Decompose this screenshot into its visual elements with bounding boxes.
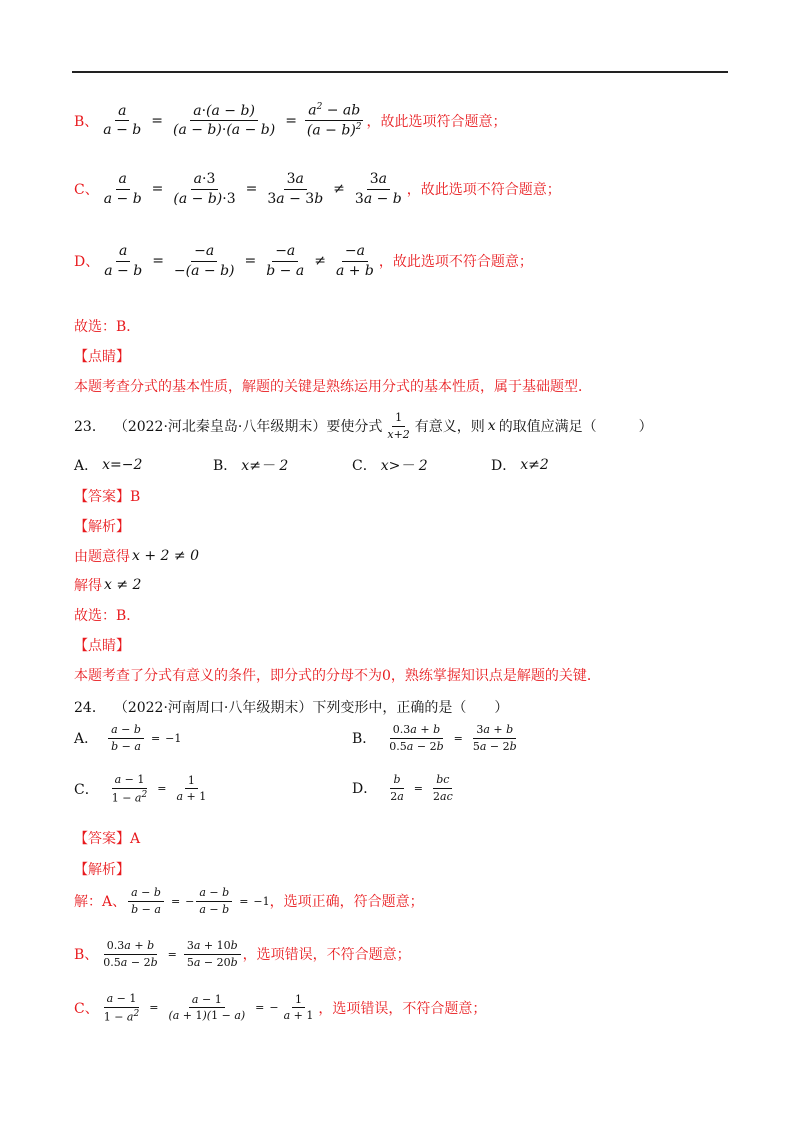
q24-option-a[interactable]: A． $\frac{a - b}{b - a}$ = −1 (74, 723, 182, 753)
q23-step-1: 由题意得 x + 2 ≠ 0 (74, 548, 199, 565)
solution-d (74, 244, 533, 278)
option-c-label: C、 (74, 182, 99, 199)
q23-conclusion: 故选：B． (74, 608, 141, 624)
option-c-tail: ，故此选项不符合题意； (406, 182, 561, 199)
q23-option-d[interactable]: D． x≠2 (491, 457, 549, 474)
option-b-label: B、 (74, 113, 99, 130)
q24-option-c[interactable]: C． $\frac{a - 1}{1 - a^2}$ = $\frac{1}{a + 1}$ (74, 773, 207, 805)
question-variable: x (487, 418, 496, 435)
question-source: （2022·河南周口·八年级期末）下列变形中，正确的是（ ） (113, 700, 509, 716)
q23-analysis-heading: 【解析】 (74, 519, 130, 535)
formula-d: $\frac{a}{a - b}$ = $\frac{-a}{-(a - b)}$ = $\frac{-a}{b - a}$ ≠ $\frac{-a}{a + b}$ (104, 243, 374, 279)
comment-body-1: 本题考查分式的基本性质，解题的关键是熟练运用分式的基本性质，属于基础题型． (74, 379, 592, 395)
header-rule (72, 71, 728, 73)
q24-analysis-heading: 【解析】 (74, 862, 130, 878)
q23-option-c[interactable]: C． x>－ 2 (352, 458, 428, 474)
option-b-tail: ，故此选项符合题意； (366, 113, 507, 130)
q23-option-b[interactable]: B． x≠－ 2 (213, 458, 289, 474)
q24-answer: 【答案】A (74, 831, 141, 847)
q24-solution-a: 解：A、 $\frac{a - b}{b - a}$ = − $\frac{a - b}{a - b}$ = −1 ，选项正确，符合题意； (74, 886, 424, 916)
question-23-stem (74, 412, 653, 440)
question-source: （2022·河北秦皇岛·八年级期末）要使分式 (113, 419, 383, 436)
question-number: 24． (74, 700, 106, 716)
q24-option-b[interactable]: B． $\frac{0.3a + b}{0.5a - 2b}$ = $\frac{3a + b}{5a - 2b}$ (352, 723, 517, 753)
question-number: 23． (74, 419, 106, 436)
formula-c: $\frac{a}{a - b}$ = $\frac{a\cdot 3}{(a - b)\cdot 3}$ = $\frac{3a}{3a - 3b}$ ≠ $\frac{3a}{3a - b}$ (103, 171, 402, 207)
solution-c (74, 172, 561, 206)
q23-step-2: 解得 x ≠ 2 (74, 577, 142, 594)
comment-heading-1: 【点睛】 (74, 349, 130, 365)
q23-comment-body: 本题考查了分式有意义的条件，即分式的分母不为0，熟练掌握知识点是解题的关键． (74, 668, 601, 684)
question-stem-tail: 有意义，则 (414, 419, 485, 436)
question-24-stem (74, 697, 508, 717)
option-d-label: D、 (74, 254, 100, 271)
fraction-1-over-x-plus-2: $\frac{1}{x+2}$ (387, 411, 410, 441)
formula-b: $\frac{a}{a - b}$ = $\frac{a\cdot(a - b)}{(a - b)\cdot(a - b)}$ = $\frac{a^2 - ab}{(a - b)^2}$ (103, 102, 362, 139)
option-d-tail: ，故此选项不符合题意； (378, 254, 533, 271)
q24-solution-b: B、 $\frac{0.3a + b}{0.5a - 2b}$ = $\frac{3a + 10b}{5a - 20b}$ ，选项错误，不符合题意； (74, 939, 411, 969)
solution-b (74, 103, 507, 139)
answer-choice-1: 故选：B． (74, 319, 141, 335)
question-stem-end: 的取值应满足（ ） (498, 419, 653, 436)
q23-answer: 【答案】B (74, 489, 141, 505)
q23-option-a[interactable]: A． x=−2 (74, 457, 143, 474)
q23-comment-heading: 【点睛】 (74, 638, 130, 654)
q24-option-d[interactable]: D． $\frac{b}{2a}$ = $\frac{bc}{2ac}$ (352, 773, 453, 803)
q24-solution-c: C、 $\frac{a - 1}{1 - a^2}$ = $\frac{a - 1}{(a + 1)(1 - a)}$ = − $\frac{1}{a + 1}$ ，选项错误，不符合题意； (74, 992, 487, 1024)
